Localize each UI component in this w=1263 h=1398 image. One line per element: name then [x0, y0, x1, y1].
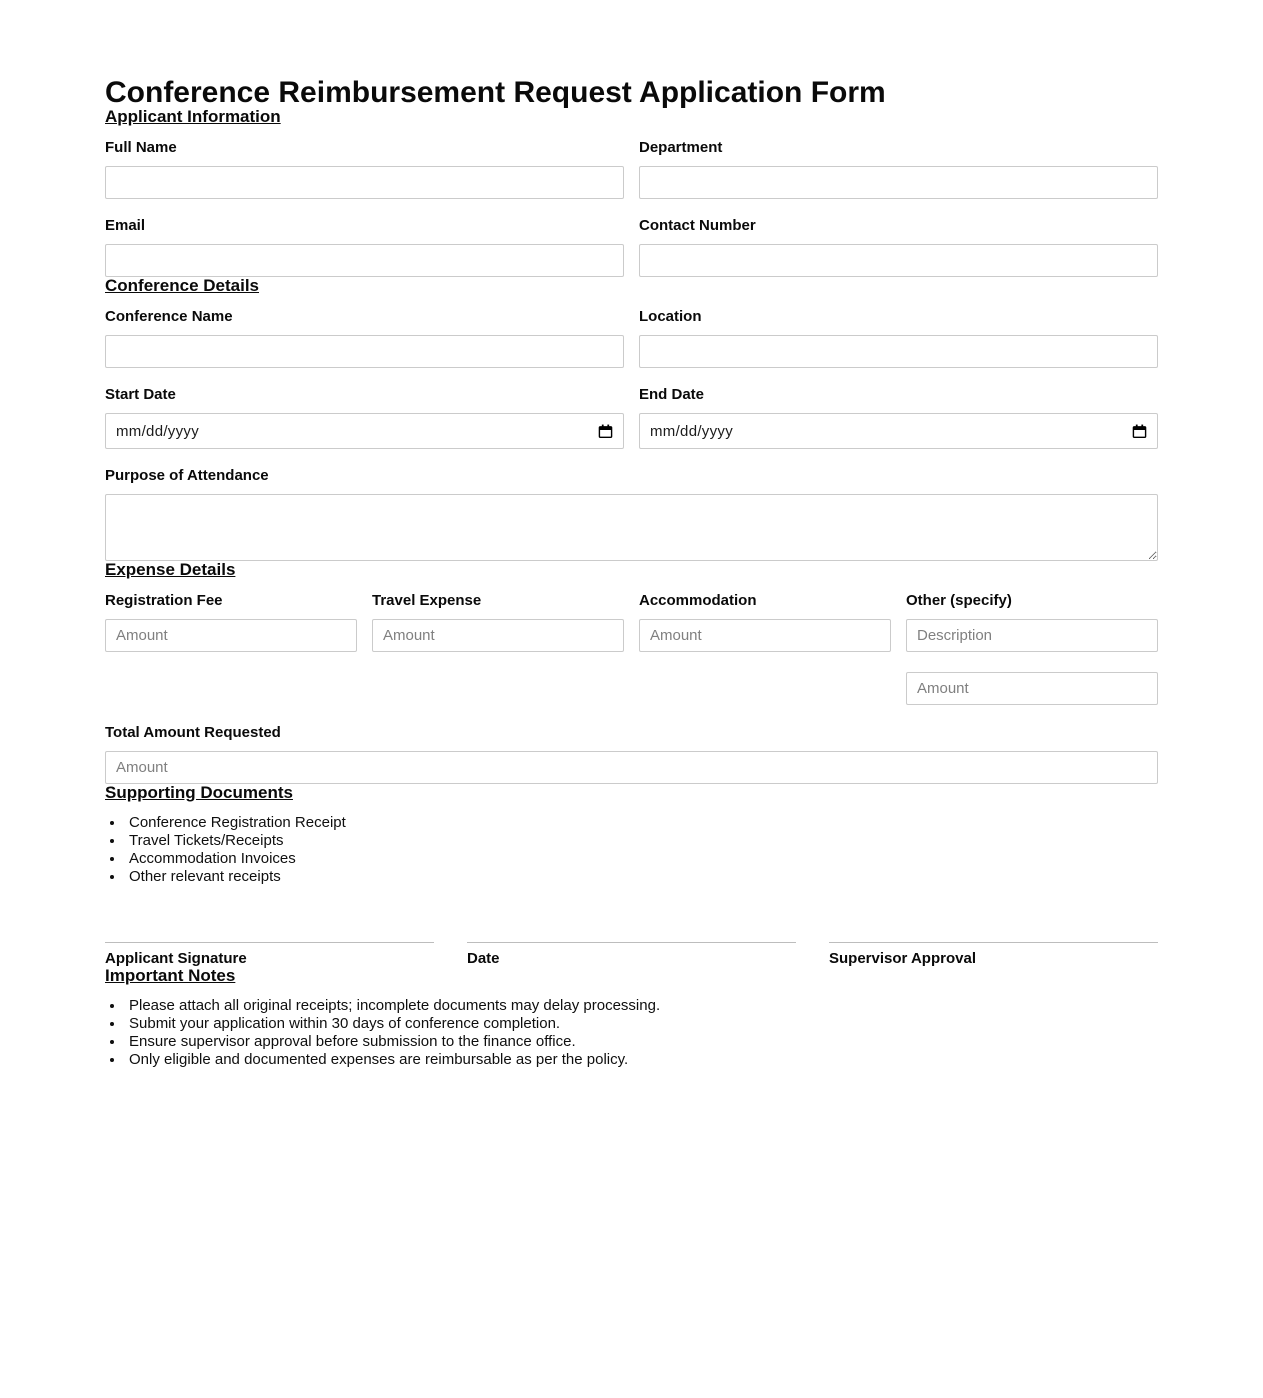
end-date-value: mm/dd/yyyy	[650, 422, 734, 440]
start-date-value: mm/dd/yyyy	[116, 422, 200, 440]
form-container	[105, 0, 1158, 1069]
travel-expense-label: Travel Expense	[372, 592, 482, 609]
supervisor-approval-block	[829, 942, 1158, 967]
page-title: Conference Reimbursement Request Application Form	[105, 76, 886, 109]
location-field	[639, 309, 1158, 368]
conference-name-field	[105, 309, 624, 368]
date-signature-block	[467, 942, 796, 967]
notes-section-heading: Important Notes	[105, 966, 236, 985]
purpose-label: Purpose of Attendance	[105, 467, 269, 484]
accommodation-input[interactable]	[639, 619, 891, 652]
purpose-textarea[interactable]	[105, 494, 1158, 561]
email-input[interactable]	[105, 244, 624, 277]
full-name-label: Full Name	[105, 139, 177, 156]
end-date-field	[639, 387, 1158, 449]
other-label: Other (specify)	[906, 592, 1012, 609]
supporting-documents-section	[105, 784, 1158, 886]
note-item: • Please attach all original receipts; incomplete documents may delay processing.	[125, 997, 1158, 1015]
note-item: • Submit your application within 30 days of conference completion.	[125, 1015, 1158, 1033]
supervisor-approval-label: Supervisor Approval	[829, 950, 976, 967]
full-name-field	[105, 140, 624, 199]
expense-section-heading: Expense Details	[105, 560, 236, 579]
note-item: • Ensure supervisor approval before submission to the finance office.	[125, 1033, 1158, 1051]
contact-number-field	[639, 218, 1158, 277]
note-item: • Only eligible and documented expenses are reimbursable as per the policy.	[125, 1051, 1158, 1069]
registration-fee-label: Registration Fee	[105, 592, 223, 609]
location-input[interactable]	[639, 335, 1158, 368]
total-amount-label: Total Amount Requested	[105, 724, 281, 741]
department-label: Department	[639, 139, 723, 156]
department-field	[639, 140, 1158, 199]
supporting-documents-list	[105, 814, 1158, 886]
full-name-input[interactable]	[105, 166, 624, 199]
other-field	[906, 593, 1158, 705]
start-date-label: Start Date	[105, 386, 176, 403]
important-notes-list	[105, 997, 1158, 1069]
registration-fee-field	[105, 593, 357, 705]
email-field	[105, 218, 624, 277]
calendar-icon[interactable]	[598, 424, 613, 439]
email-label: Email	[105, 217, 146, 234]
conference-name-input[interactable]	[105, 335, 624, 368]
date-signature-label: Date	[467, 950, 500, 967]
registration-fee-input[interactable]	[105, 619, 357, 652]
start-date-field	[105, 387, 624, 449]
end-date-label: End Date	[639, 386, 705, 403]
supporting-doc-item: • Accommodation Invoices	[125, 850, 1158, 868]
travel-expense-field	[372, 593, 624, 705]
supporting-doc-item: • Conference Registration Receipt	[125, 814, 1158, 832]
end-date-input[interactable]	[639, 413, 1158, 449]
conference-name-label: Conference Name	[105, 308, 233, 325]
supporting-section-heading: Supporting Documents	[105, 783, 293, 802]
applicant-signature-block	[105, 942, 434, 967]
other-amount-input[interactable]	[906, 672, 1158, 705]
conference-section-heading: Conference Details	[105, 276, 259, 295]
travel-expense-input[interactable]	[372, 619, 624, 652]
applicant-signature-label: Applicant Signature	[105, 950, 247, 967]
accommodation-field	[639, 593, 891, 705]
expense-details-section	[105, 561, 1158, 784]
signature-row	[105, 942, 1158, 967]
start-date-input[interactable]	[105, 413, 624, 449]
accommodation-label: Accommodation	[639, 592, 757, 609]
total-amount-input[interactable]	[105, 751, 1158, 784]
applicant-section-heading: Applicant Information	[105, 107, 281, 126]
total-amount-field	[105, 725, 1158, 784]
other-description-input[interactable]	[906, 619, 1158, 652]
department-input[interactable]	[639, 166, 1158, 199]
applicant-information-section	[105, 108, 1158, 277]
calendar-icon[interactable]	[1132, 424, 1147, 439]
location-label: Location	[639, 308, 702, 325]
important-notes-section	[105, 967, 1158, 1069]
supporting-doc-item: • Other relevant receipts	[125, 868, 1158, 886]
contact-number-label: Contact Number	[639, 217, 756, 234]
supporting-doc-item: • Travel Tickets/Receipts	[125, 832, 1158, 850]
contact-number-input[interactable]	[639, 244, 1158, 277]
purpose-field	[105, 468, 1158, 561]
conference-details-section	[105, 277, 1158, 561]
